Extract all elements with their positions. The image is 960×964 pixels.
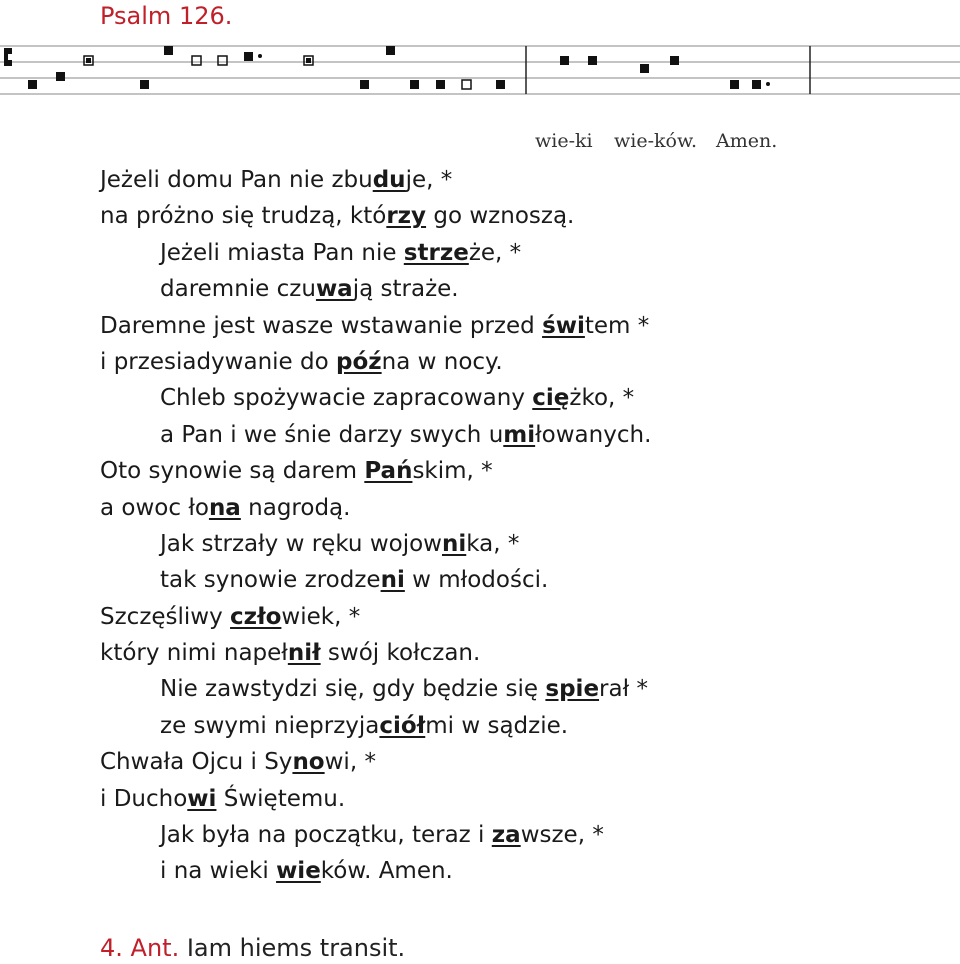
staff-notation [0,38,960,118]
verse-line [100,526,950,562]
verse-text: mi w sądzie. [425,712,569,739]
verse-text: rał * [599,676,648,703]
verse-text: nagrodą. [240,494,351,521]
verse-line [100,308,950,344]
accent-syllable: spie [545,676,600,703]
verse-text: Nie zawstydzi się, gdy będzie się [160,676,546,703]
accent-syllable: ciół [379,712,426,739]
verse-text: daremnie czu [160,276,316,303]
accent-syllable: mi [503,421,536,448]
accent-syllable: na [208,494,241,521]
verse-text: Chwała Ojcu i Sy [100,749,293,776]
antiphon-number: 4. Ant. [100,934,180,962]
accent-syllable: ni [441,530,467,557]
accent-syllable: wa [315,276,353,303]
verse-text: ze swymi nieprzyja [160,712,380,739]
verse-text: na próżno się trudzą, któ [100,203,387,230]
accent-syllable: du [372,167,406,193]
verse-text: łowanych. [535,421,652,448]
verse-text: tak synowie zrodze [160,567,381,594]
verse-text: Jeżeli domu Pan nie zbu [100,167,373,193]
verse-text: w młodości. [404,567,549,594]
verse-text: ją straże. [352,276,459,303]
verse-line [100,235,950,271]
verse-text: żko, * [569,385,635,412]
verse-line [100,599,950,635]
chant-syllable-2: wie-ków. [614,130,698,152]
verse-line [100,671,950,707]
verse-text: skim, * [412,458,493,485]
verse-line [100,781,950,817]
verse-text: Jak była na początku, teraz i [160,822,492,849]
verse-line [100,198,950,234]
verse-text: Świętemu. [216,785,346,812]
accent-syllable: świ [542,312,585,339]
accent-syllable: wi [187,785,217,812]
chant-syllable-3: Amen. [716,130,778,152]
verse-text: Jeżeli miasta Pan nie [160,239,404,266]
antiphon-footer [100,934,405,962]
verse-line [100,853,950,889]
verse-text: i na wieki [160,858,277,885]
verse-line [100,417,950,453]
verse-text: na w nocy. [381,348,503,375]
accent-syllable: za [491,822,521,849]
chant-staff [0,38,960,118]
verse-line [100,271,950,307]
verse-text: Daremne jest wasze wstawanie przed [100,312,543,339]
verse-text: a Pan i we śnie darzy swych u [160,421,504,448]
verse-line [100,635,950,671]
verse-text: wsze, * [520,822,604,849]
verse-line [100,562,950,598]
chant-syllable-1: wie-ki [535,130,593,152]
verse-text: go wznoszą. [426,203,575,230]
c-clef-icon [4,48,12,66]
verse-text: tem * [584,312,650,339]
verse-text: i Ducho [100,785,188,812]
verse-line [100,708,950,744]
verse-text: wiek, * [281,603,361,630]
verse-text: ka, * [466,530,520,557]
verse-line [100,490,950,526]
accent-syllable: cię [532,385,570,412]
antiphon-text: Iam hiems transit. [179,934,406,962]
verse-text: Jak strzały w ręku wojow [160,530,442,557]
verse-line [100,817,950,853]
verse-text: Chleb spożywacie zapracowany [160,385,533,412]
verse-line [100,744,950,780]
psalm-verses [100,162,950,890]
accent-syllable: Pań [364,458,413,485]
verse-text: swój kołczan. [320,640,481,667]
verse-text: je, * [405,167,453,193]
accent-syllable: ni [380,567,405,594]
verse-text: wi, * [324,749,376,776]
verse-text: Oto synowie są darem [100,458,365,485]
accent-syllable: czło [230,603,282,630]
accent-syllable: rzy [386,203,427,230]
verse-line [100,380,950,416]
accent-syllable: wie [276,858,321,885]
verse-line [100,162,950,198]
verse-text: i przesiadywanie do [100,348,336,375]
psalm-title: Psalm 126. [100,2,233,30]
verse-text: który nimi napeł [100,640,288,667]
verse-line [100,453,950,489]
verse-line [100,344,950,380]
accent-syllable: strze [403,239,469,266]
verse-text: Szczęśliwy [100,603,231,630]
verse-text: a owoc ło [100,494,209,521]
verse-text: że, * [468,239,522,266]
verse-text: ków. Amen. [320,858,453,885]
accent-syllable: póź [335,348,382,375]
accent-syllable: no [292,749,325,776]
accent-syllable: nił [287,640,321,667]
